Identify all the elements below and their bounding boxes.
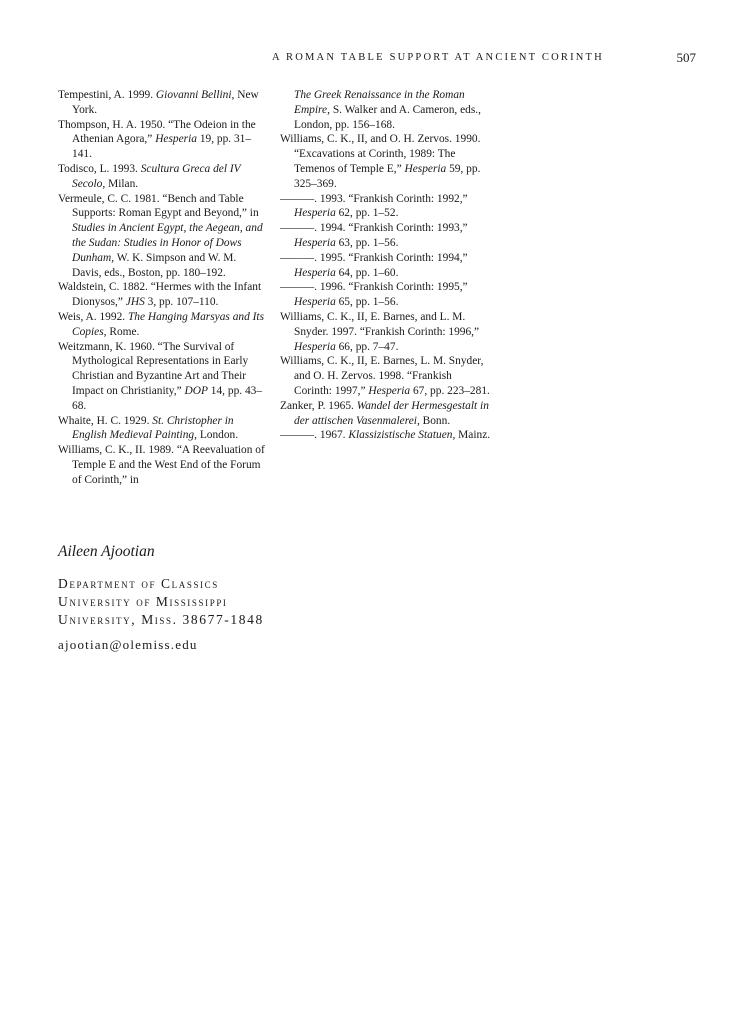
reference-entry: [280, 192, 492, 222]
reference-text: ———. 1995. “Frankish Corinth: 1994,”: [280, 251, 468, 264]
reference-text: Williams, C. K., II, E. Barnes, L. M. Snyder, and O. H. Zervos. 1998. “Frankish Corinth: 1997,”: [280, 355, 484, 397]
reference-text: 59, pp. 325–369.: [294, 162, 481, 190]
reference-entry: [58, 192, 268, 281]
reference-italic-text: Giovanni Bellini,: [155, 89, 235, 101]
author-block: [58, 543, 358, 653]
reference-italic-text: Hesperia: [404, 162, 447, 175]
reference-text: Zanker, P. 1965.: [280, 399, 357, 412]
reference-text: Mainz.: [455, 429, 491, 442]
references-right-column: [280, 88, 492, 443]
reference-text: New York.: [72, 89, 259, 116]
reference-text: 62, pp. 1–52.: [335, 207, 399, 220]
reference-entry: [280, 221, 492, 251]
reference-italic-text: Hesperia: [294, 340, 336, 353]
reference-text: 65, pp. 1–56.: [335, 296, 399, 309]
reference-text: Weis, A. 1992.: [58, 310, 128, 323]
reference-entry: [280, 132, 492, 191]
author-department: Department of Classics: [58, 576, 219, 591]
reference-text: 67, pp. 223–281.: [410, 384, 490, 397]
running-head: A ROMAN TABLE SUPPORT AT ANCIENT CORINTH: [272, 52, 604, 63]
reference-italic-text: Hesperia: [368, 384, 411, 397]
reference-entry: [280, 88, 492, 132]
author-name: Aileen Ajootian: [58, 543, 155, 560]
reference-italic-text: Hesperia: [294, 207, 336, 220]
reference-italic-text: Klassizistische Statuen,: [348, 429, 456, 442]
reference-text: Williams, C. K., II, E. Barnes, and L. M. Snyder. 1997. “Frankish Corinth: 1996,”: [280, 310, 480, 338]
reference-text: W. K. Simpson and W. M. Davis, eds., Boston, pp. 180–192.: [72, 251, 237, 279]
reference-text: London.: [196, 429, 239, 442]
reference-entry: [280, 399, 492, 429]
reference-text: ———. 1994. “Frankish Corinth: 1993,”: [280, 222, 468, 235]
reference-entry: [280, 251, 492, 281]
reference-text: Milan.: [105, 177, 139, 190]
reference-text: 3, pp. 107–110.: [144, 296, 219, 309]
reference-text: 14, pp. 43–68.: [72, 384, 263, 412]
reference-text: Williams, C. K., II, and O. H. Zervos. 1990. “Excavations at Corinth, 1989: The Temenos of Temple E,”: [280, 133, 481, 175]
reference-entry: [58, 280, 268, 310]
reference-entry: [58, 88, 268, 118]
reference-italic-text: St. Christopher in English Medieval Painting,: [72, 414, 234, 442]
reference-text: 19, pp. 31–141.: [72, 133, 252, 161]
reference-text: ———. 1967.: [280, 429, 349, 442]
reference-italic-text: DOP: [184, 384, 208, 397]
reference-entry: [280, 428, 492, 443]
reference-text: Weitzmann, K. 1960. “The Survival of Mythological Representations in Early Christian and Byzantine Art and Their Impact on Christianity,”: [58, 340, 249, 397]
reference-text: Rome.: [106, 325, 140, 338]
reference-entry: [58, 162, 268, 192]
reference-entry: [280, 310, 492, 354]
reference-entry: [58, 414, 268, 444]
reference-text: Waldstein, C. 1882. “Hermes with the Infant Dionysos,”: [58, 281, 262, 309]
reference-italic-text: JHS: [125, 296, 145, 309]
reference-text: Todisco, L. 1993.: [58, 162, 141, 175]
reference-italic-text: Hesperia: [294, 266, 336, 279]
author-email: ajootian@olemiss.edu: [58, 637, 198, 652]
reference-text: Whaite, H. C. 1929.: [58, 414, 153, 427]
reference-italic-text: Studies in Ancient Egypt, the Aegean, and the Sudan: Studies in Honor of Dows Dunham,: [72, 222, 263, 264]
reference-italic-text: Hesperia: [294, 296, 336, 309]
page-number: 507: [676, 50, 696, 65]
reference-entry: [58, 310, 268, 340]
reference-entry: [58, 443, 268, 487]
reference-italic-text: Scultura Greca del IV Secolo,: [72, 162, 241, 190]
reference-italic-text: Hesperia: [294, 236, 336, 249]
reference-text: 66, pp. 7–47.: [335, 340, 399, 353]
author-university: University of Mississippi: [58, 594, 228, 609]
reference-text: ———. 1993. “Frankish Corinth: 1992,”: [280, 192, 468, 205]
author-address: University, Miss. 38677-1848: [58, 612, 264, 627]
reference-text: 63, pp. 1–56.: [335, 236, 399, 249]
reference-text: S. Walker and A. Cameron, eds., London, pp. 156–168.: [294, 103, 482, 131]
reference-text: Williams, C. K., II. 1989. “A Reevaluation of Temple E and the West End of the Forum of Corinth,” in: [58, 444, 265, 486]
reference-italic-text: The Greek Renaissance in the Roman Empire,: [294, 89, 465, 116]
reference-text: ———. 1996. “Frankish Corinth: 1995,”: [280, 281, 468, 294]
reference-text: Thompson, H. A. 1950. “The Odeion in the Athenian Agora,”: [58, 118, 256, 146]
reference-text: Tempestini, A. 1999.: [58, 89, 156, 101]
reference-entry: [280, 354, 492, 398]
reference-text: Bonn.: [419, 414, 451, 427]
references-left-column: [58, 88, 268, 488]
reference-italic-text: The Hanging Marsyas and Its Copies,: [72, 310, 265, 338]
reference-entry: [58, 340, 268, 414]
reference-text: Vermeule, C. C. 1981. “Bench and Table Supports: Roman Egypt and Beyond,” in: [58, 192, 259, 220]
reference-text: 64, pp. 1–60.: [335, 266, 399, 279]
reference-entry: [58, 118, 268, 162]
reference-italic-text: Wandel der Hermesgestalt in der attischen Vasenmalerei,: [294, 399, 489, 427]
reference-entry: [280, 280, 492, 310]
reference-italic-text: Hesperia: [155, 133, 197, 146]
